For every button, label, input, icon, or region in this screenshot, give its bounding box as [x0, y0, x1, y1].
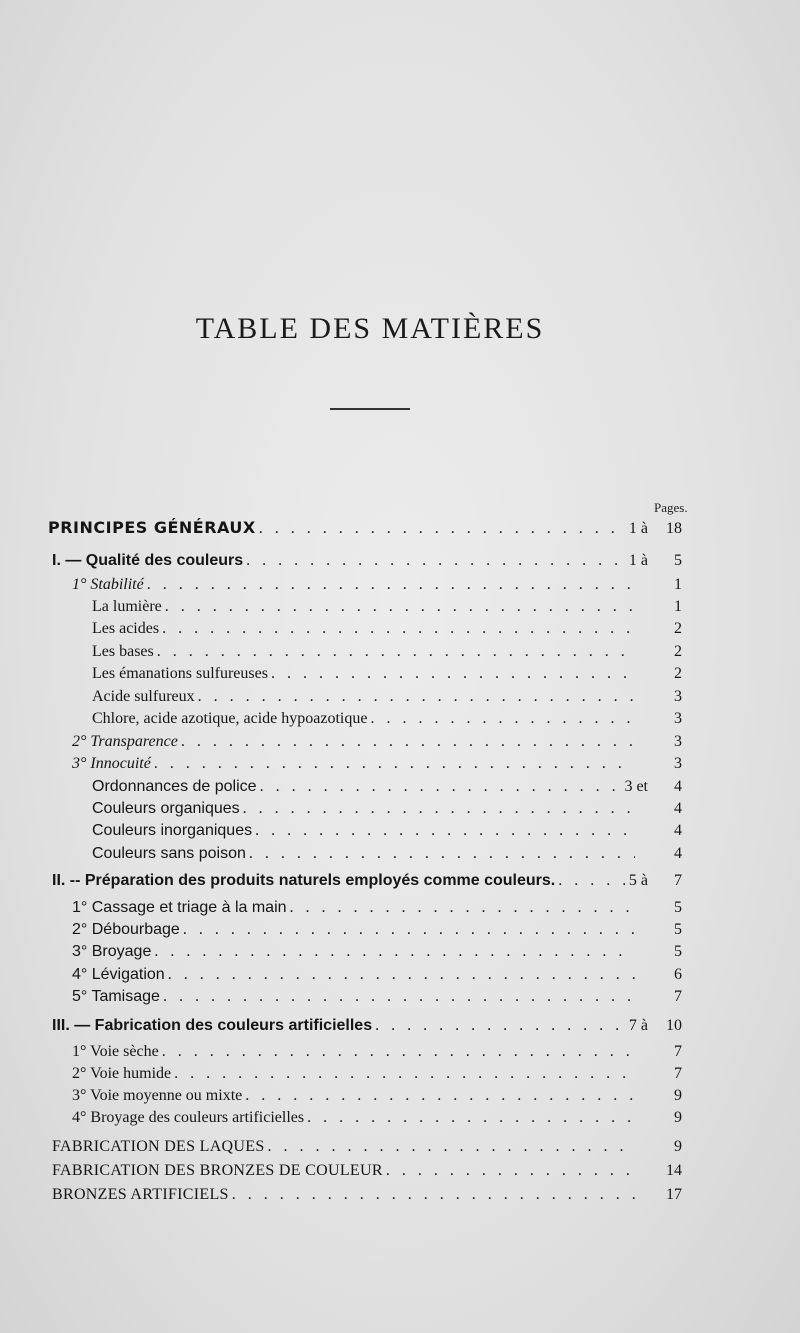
dot-leader: [255, 822, 635, 840]
dot-leader: [268, 1138, 635, 1156]
dot-leader: [157, 643, 635, 661]
toc-page-number: 7: [674, 1043, 682, 1060]
toc-entry-title: 2° Transparence: [72, 733, 178, 750]
toc-page-number: 7: [674, 872, 682, 889]
toc-page-number: 14: [666, 1162, 682, 1179]
toc-entry: [52, 1017, 682, 1039]
toc-entry: [92, 598, 682, 620]
toc-entry: [92, 643, 682, 665]
dot-leader: [174, 1065, 635, 1083]
toc-entry: [72, 988, 682, 1010]
toc-entry-title: Acide sulfureux: [92, 688, 195, 705]
toc-page-number: 2: [674, 665, 682, 682]
toc-page-range-start: 1 à: [628, 552, 648, 569]
toc-entry: [72, 1109, 682, 1131]
toc-entry-title: PRINCIPES GÉNÉRAUX: [48, 518, 256, 537]
toc-entry-title: III. — Fabrication des couleurs artificielles: [52, 1017, 373, 1034]
toc-entry-title: 4° Lévigation: [72, 966, 165, 983]
dot-leader: [162, 1043, 635, 1061]
dot-leader: [162, 620, 635, 638]
toc-page-number: 10: [666, 1017, 682, 1034]
dot-leader: [183, 921, 635, 939]
toc-page-number: 5: [674, 899, 682, 916]
toc-entry-title: 2° Débourbage: [72, 921, 180, 938]
dot-leader: [307, 1109, 635, 1127]
toc-entry: [92, 620, 682, 642]
dot-leader: [271, 665, 635, 683]
toc-page-number: 4: [674, 845, 682, 862]
toc-page-number: 3: [674, 710, 682, 727]
dot-leader: [168, 966, 635, 984]
toc-entry-title: FABRICATION DES LAQUES: [52, 1138, 265, 1155]
dot-leader: [370, 710, 635, 728]
page-title: TABLE DES MATIÈRES: [195, 312, 545, 345]
toc-entry: [52, 1138, 682, 1160]
toc-entry: [92, 845, 682, 867]
toc-entry: [52, 872, 682, 894]
toc-page-number: 4: [674, 822, 682, 839]
toc-page-range-start: 7 à: [628, 1017, 648, 1034]
toc-entry-title: I. — Qualité des couleurs: [52, 552, 244, 569]
toc-page-range-start: 1 à: [628, 520, 648, 537]
toc-page-number: 5: [674, 552, 682, 569]
dot-leader: [198, 688, 635, 706]
toc-page-number: 3: [674, 755, 682, 772]
dot-leader: [245, 1087, 635, 1105]
toc-page-number: 2: [674, 620, 682, 637]
toc-page-number: 18: [666, 520, 682, 537]
toc-entry: [52, 1162, 682, 1184]
toc-entry-title: Couleurs organiques: [92, 800, 240, 817]
toc-entry: [72, 1087, 682, 1109]
toc-page-number: 17: [666, 1186, 682, 1203]
toc-entry-title: Ordonnances de police: [92, 778, 257, 795]
toc-entry: [92, 778, 682, 800]
toc-entry: [72, 943, 682, 965]
dot-leader: [246, 552, 626, 570]
toc-entry: [92, 822, 682, 844]
toc-page-number: 7: [674, 988, 682, 1005]
pages-column-label: Pages.: [654, 500, 688, 515]
toc-entry: [72, 899, 682, 921]
toc-entry-title: 1° Stabilité: [72, 576, 144, 593]
toc-entry: [92, 688, 682, 710]
toc-entry-title: Couleurs inorganiques: [92, 822, 253, 839]
toc-entry: [72, 733, 682, 755]
dot-leader: [259, 520, 626, 538]
toc-page-range-start: 3 et: [624, 778, 648, 795]
toc-page-number: 5: [674, 921, 682, 938]
toc-entry: [48, 518, 682, 540]
dot-leader: [165, 598, 635, 616]
toc-entry-title: La lumière: [92, 598, 162, 615]
toc-entry-title: 3° Voie moyenne ou mixte: [72, 1087, 243, 1104]
toc-entry: [52, 1186, 682, 1208]
toc-page-number: 9: [674, 1109, 682, 1126]
toc-entry: [52, 552, 682, 574]
toc-entry-title: 1° Voie sèche: [72, 1043, 159, 1060]
toc-entry-title: Les bases: [92, 643, 154, 660]
dot-leader: [290, 899, 635, 917]
toc-entry: [92, 665, 682, 687]
toc-page-number: 9: [674, 1138, 682, 1155]
toc-page-number: 9: [674, 1087, 682, 1104]
toc-page-number: 4: [674, 800, 682, 817]
dot-leader: [243, 800, 635, 818]
dot-leader: [181, 733, 635, 751]
toc-entry-title: FABRICATION DES BRONZES DE COULEUR: [52, 1162, 383, 1179]
toc-page-number: 6: [674, 966, 682, 983]
toc-entry-title: Couleurs sans poison: [92, 845, 246, 862]
toc-page-number: 3: [674, 733, 682, 750]
dot-leader: [154, 755, 635, 773]
toc-page-number: 7: [674, 1065, 682, 1082]
toc-entry-title: 3° Broyage: [72, 943, 152, 960]
toc-page-range-start: 5 à: [628, 872, 648, 889]
toc-entry-title: 3° Innocuité: [72, 755, 151, 772]
toc-page-number: 4: [674, 778, 682, 795]
toc-entry-title: II. -- Préparation des produits naturels employés comme couleurs.: [52, 872, 556, 889]
toc-entry-title: 4° Broyage des couleurs artificielles: [72, 1109, 305, 1126]
dot-leader: [375, 1017, 626, 1035]
toc-entry: [72, 1065, 682, 1087]
title-rule: [330, 408, 410, 410]
toc-page-number: 5: [674, 943, 682, 960]
toc-page-number: 1: [674, 598, 682, 615]
toc-page-number: 3: [674, 688, 682, 705]
toc-entry: [72, 576, 682, 598]
dot-leader: [260, 778, 622, 796]
toc-entry: [92, 800, 682, 822]
toc-entry: [72, 921, 682, 943]
dot-leader: [163, 988, 635, 1006]
dot-leader: [232, 1186, 635, 1204]
dot-leader: [154, 943, 635, 961]
toc-entry-title: BRONZES ARTIFICIELS: [52, 1186, 229, 1203]
toc-entry: [92, 710, 682, 732]
toc-entry: [72, 755, 682, 777]
dot-leader: [386, 1162, 635, 1180]
toc-entry: [72, 966, 682, 988]
toc-page-number: 2: [674, 643, 682, 660]
toc-entry-title: 5° Tamisage: [72, 988, 160, 1005]
toc-entry-title: 1° Cassage et triage à la main: [72, 899, 287, 916]
toc-page-number: 1: [674, 576, 682, 593]
toc-entry-title: Chlore, acide azotique, acide hypoazotique: [92, 710, 368, 727]
dot-leader: [249, 845, 635, 863]
toc-entry: [72, 1043, 682, 1065]
dot-leader: [558, 872, 626, 890]
dot-leader: [147, 576, 635, 594]
toc-entry-title: 2° Voie humide: [72, 1065, 172, 1082]
toc-entry-title: Les émanations sulfureuses: [92, 665, 268, 682]
toc-entry-title: Les acides: [92, 620, 160, 637]
